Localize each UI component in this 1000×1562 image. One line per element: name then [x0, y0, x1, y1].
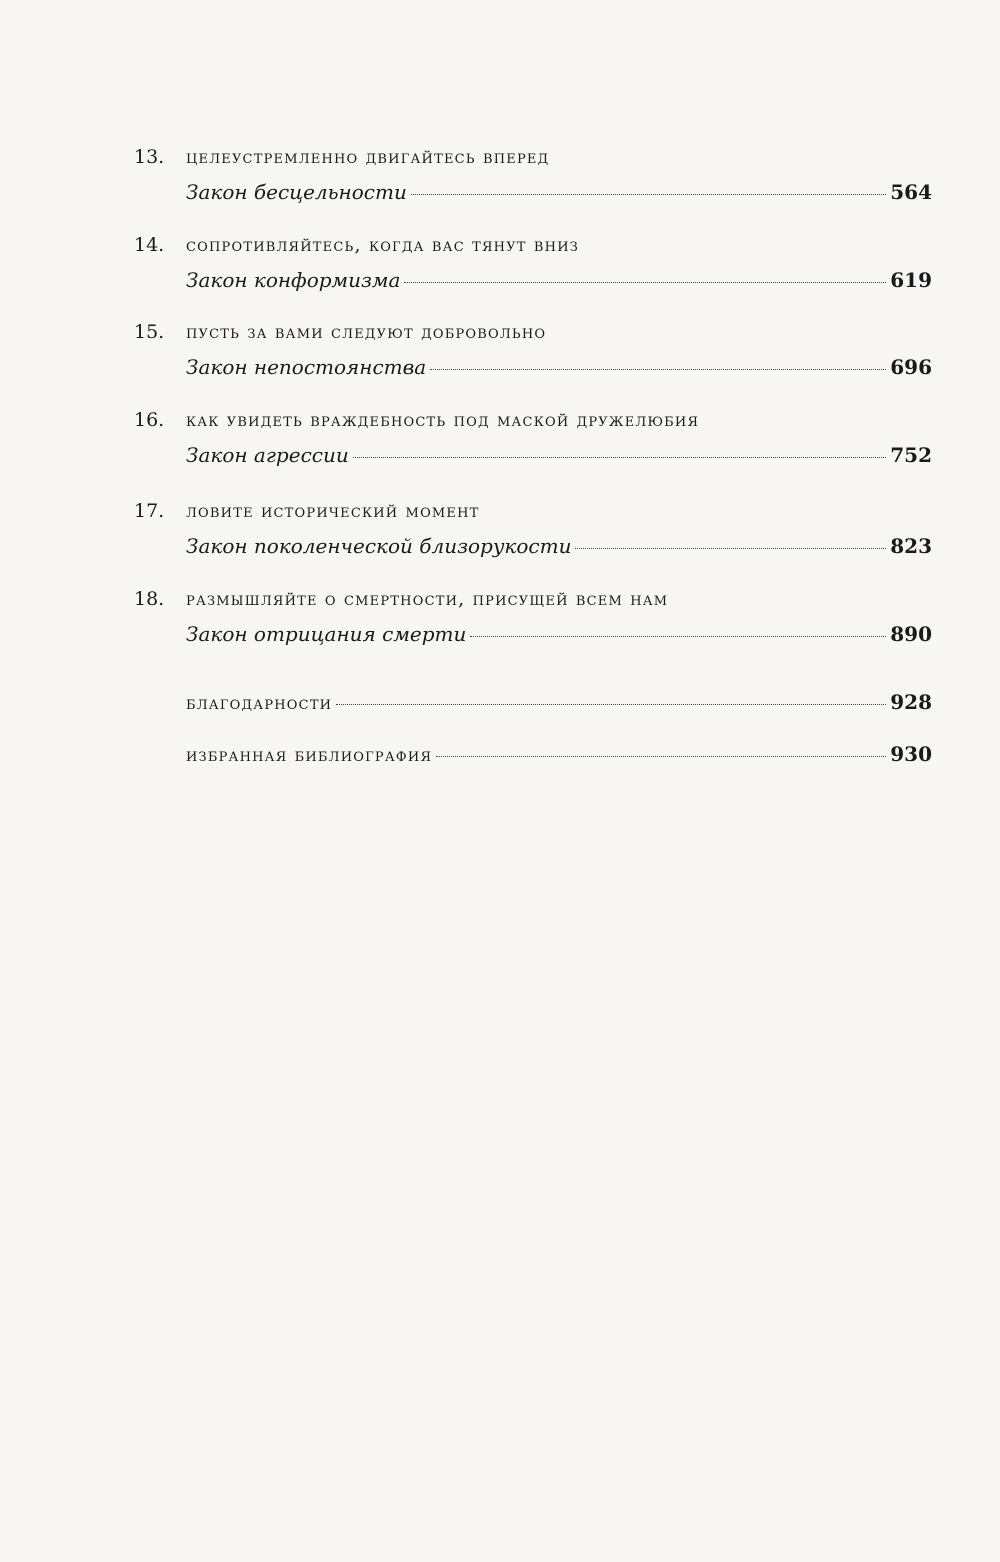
section-title: избранная библиография: [186, 744, 433, 766]
chapter-heading: размышляйте о смертности, присущей всем нам: [186, 588, 669, 610]
page-number: 564: [890, 180, 932, 204]
chapter-number: 14.: [134, 234, 165, 256]
law-line: [186, 268, 932, 292]
law-line: [186, 622, 932, 646]
law-line: [186, 355, 932, 379]
law-line: [186, 180, 932, 204]
chapter-number: 15.: [134, 321, 165, 343]
law-line: [186, 443, 932, 467]
dot-leader: [353, 457, 887, 458]
law-line: [186, 534, 932, 558]
law-line: [186, 742, 932, 766]
page-number: 752: [890, 443, 932, 467]
law-title: Закон агрессии: [186, 443, 349, 467]
dot-leader: [411, 194, 886, 195]
page-number: 930: [890, 742, 932, 766]
dot-leader: [336, 704, 886, 705]
chapter-heading: целеустремленно двигайтесь вперед: [186, 146, 550, 168]
chapter-heading: пусть за вами следуют добровольно: [186, 321, 547, 343]
law-title: Закон отрицания смерти: [186, 622, 467, 646]
chapter-number: 18.: [134, 588, 165, 610]
dot-leader: [430, 369, 886, 370]
dot-leader: [436, 756, 886, 757]
page-number: 823: [890, 534, 932, 558]
chapter-number: 16.: [134, 409, 165, 431]
dot-leader: [575, 548, 886, 549]
page-number: 619: [890, 268, 932, 292]
chapter-number: 13.: [134, 146, 165, 168]
page-number: 696: [890, 355, 932, 379]
law-title: Закон бесцельности: [186, 180, 407, 204]
chapter-heading: сопротивляйтесь, когда вас тянут вниз: [186, 234, 580, 256]
chapter-heading: как увидеть враждебность под маской дружелюбия: [186, 409, 700, 431]
section-title: благодарности: [186, 692, 333, 714]
law-title: Закон непостоянства: [186, 355, 427, 379]
law-line: [186, 690, 932, 714]
dot-leader: [404, 282, 886, 283]
dot-leader: [470, 636, 886, 637]
page-number: 890: [890, 622, 932, 646]
law-title: Закон конформизма: [186, 268, 401, 292]
chapter-heading: ловите исторический момент: [186, 500, 480, 522]
chapter-number: 17.: [134, 500, 165, 522]
page-number: 928: [890, 690, 932, 714]
law-title: Закон поколенческой близорукости: [186, 534, 572, 558]
